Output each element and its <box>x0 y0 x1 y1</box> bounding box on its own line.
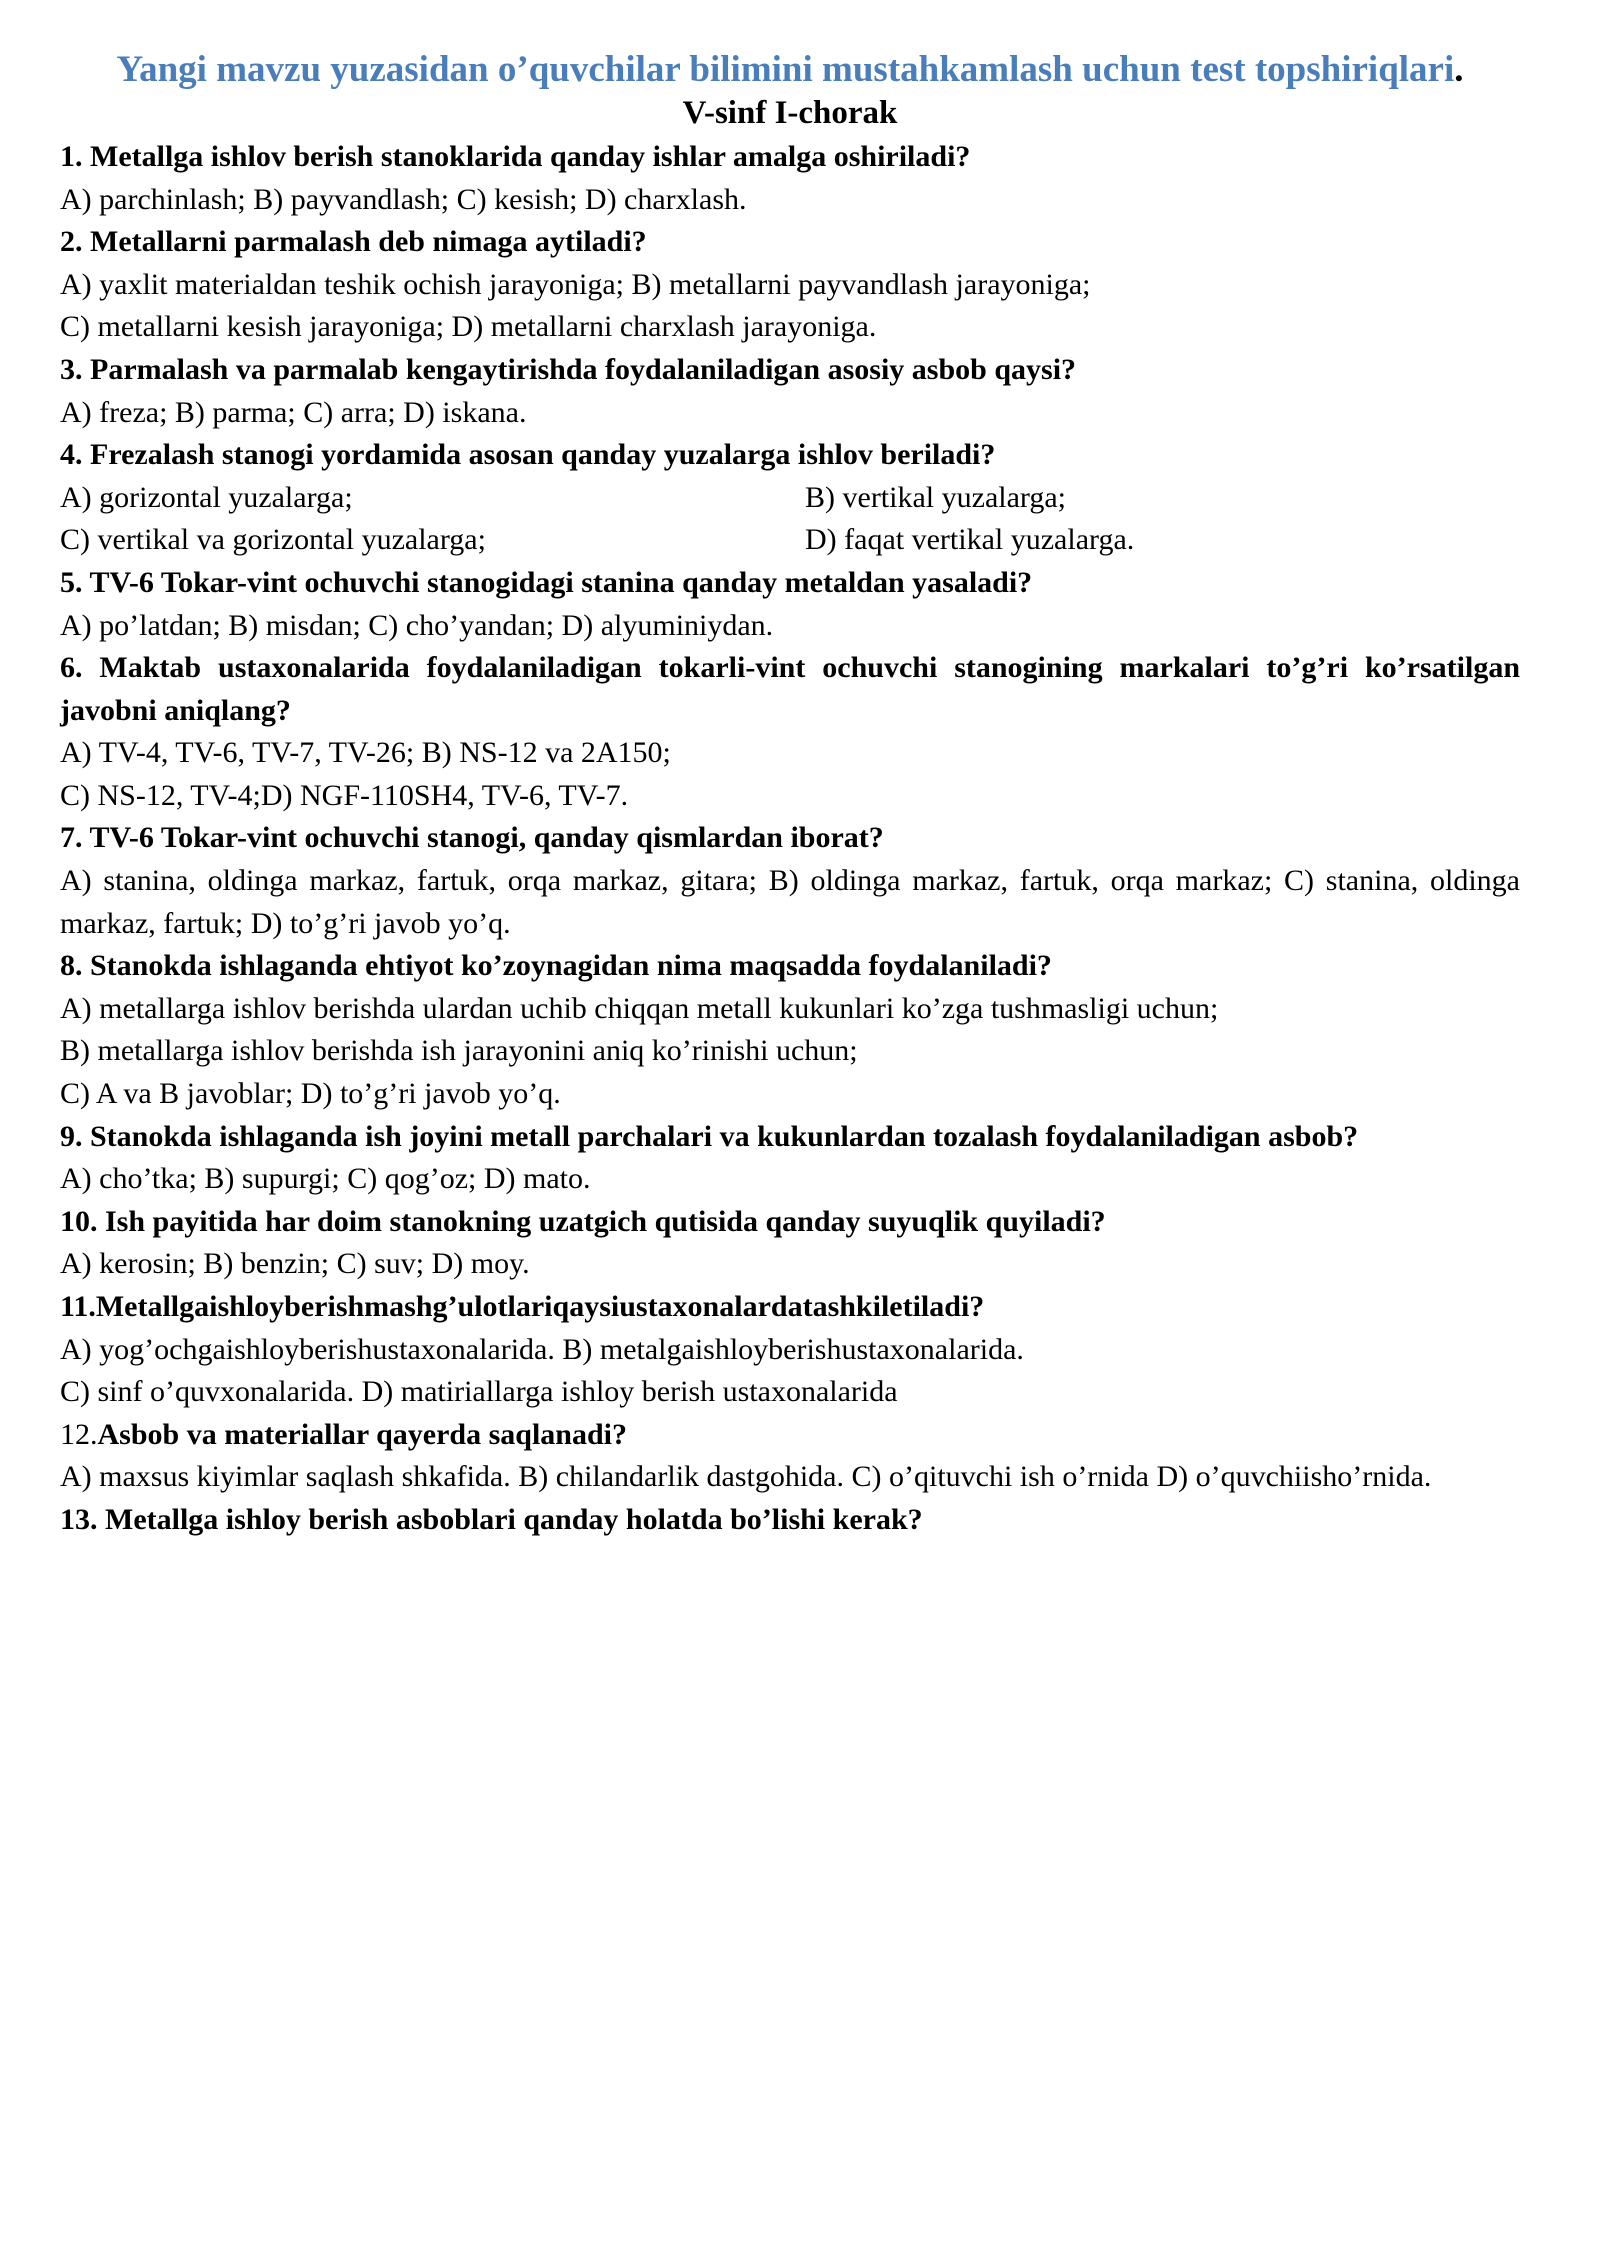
question-3: 3. Parmalash va parmalab kengaytirishda foydalaniladigan asosiy asbob qaysi? <box>60 352 1077 386</box>
answers-1-line-1: A) parchinlash; B) payvandlash; C) kesish; D) charxlash. <box>60 182 747 216</box>
question-9: 9. Stanokda ishlaganda ish joyini metall parchalari va kukunlardan tozalash foydalaniladigan asbob? <box>60 1119 1359 1153</box>
question-8: 8. Stanokda ishlaganda ehtiyot ko’zoynagidan nima maqsadda foydalaniladi? <box>60 949 1052 983</box>
question-12-number: 12. <box>60 1417 98 1451</box>
answers-2-line-2: C) metallarni kesish jarayoniga; D) metallarni charxlash jarayoniga. <box>60 310 877 344</box>
answers-6-line-1: A) TV-4, TV-6, TV-7, TV-26; B) NS-12 va 2A150; <box>60 736 671 770</box>
title-line-2: test topshiriqlari <box>1190 49 1455 90</box>
question-6: 6. Maktab ustaxonalarida foydalaniladigan tokarli-vint ochuvchi stanogining markalari to’g’ri ko’rsatilgan javobni aniqlang? <box>60 651 1520 727</box>
page-subtitle: V-sinf I-chorak <box>682 95 898 132</box>
answers-8-line-2: B) metallarga ishlov berishda ish jarayonini aniq ko’rinishi uchun; <box>60 1034 858 1068</box>
question-13: 13. Metallga ishloy berish asboblari qanday holatda bo’lishi kerak? <box>60 1502 923 1536</box>
answers-4-row-1 <box>60 477 1520 520</box>
title-period: . <box>1454 49 1464 90</box>
question-12-text: Asbob va materiallar qayerda saqlanadi? <box>97 1417 627 1451</box>
question-10: 10. Ish payitida har doim stanokning uzatgich qutisida qanday suyuqlik quyiladi? <box>60 1204 1106 1238</box>
answers-8-line-1: A) metallarga ishlov berishda ulardan uchib chiqqan metall kukunlari ko’zga tushmasligi uchun; <box>60 991 1219 1025</box>
answers-4-option-d: D) faqat vertikal yuzalarga. <box>805 523 1135 557</box>
answers-10-line-1: A) kerosin; B) benzin; C) suv; D) moy. <box>60 1247 530 1281</box>
question-7: 7. TV-6 Tokar-vint ochuvchi stanogi, qanday qismlardan iborat? <box>60 821 884 855</box>
title-line-1: Yangi mavzu yuzasidan o’quvchilar bilimini mustahkamlash uchun <box>116 49 1181 90</box>
answers-3-line-1: A) freza; B) parma; C) arra; D) iskana. <box>60 395 527 429</box>
answers-11-line-1: A) yog’ochgaishloyberishustaxonalarida. B) metalgaishloyberishustaxonalarida. <box>60 1332 1024 1366</box>
answers-7-line-1: A) stanina, oldinga markaz, fartuk, orqa markaz, gitara; B) oldinga markaz, fartuk, orqa markaz; C) stanina, oldinga markaz, fartuk; D) to’g’ri javob yo’q. <box>60 864 1520 940</box>
question-5: 5. TV-6 Tokar-vint ochuvchi stanogidagi stanina qanday metaldan yasaladi? <box>60 565 1033 599</box>
answers-12-line-1: A) maxsus kiyimlar saqlash shkafida. B) chilandarlik dastgohida. C) o’qituvchi ish o’rnida D) o’quvchiisho’rnida. <box>60 1460 1432 1494</box>
answers-8-line-3: C) A va B javoblar; D) to’g’ri javob yo’q. <box>60 1077 561 1111</box>
answers-11-line-2: C) sinf o’quvxonalarida. D) matiriallarga ishloy berish ustaxonalarida <box>60 1375 898 1409</box>
document-content <box>60 48 1520 1542</box>
question-12 <box>60 1414 1520 1457</box>
question-11: 11.Metallgaishloyberishmashg’ulotlariqaysiustaxonalardatashkiletiladi? <box>60 1290 985 1324</box>
question-2: 2. Metallarni parmalash deb nimaga aytiladi? <box>60 225 647 259</box>
answers-4-option-b: B) vertikal yuzalarga; <box>805 480 1067 514</box>
question-4: 4. Frezalash stanogi yordamida asosan qanday yuzalarga ishlov beriladi? <box>60 438 996 472</box>
answers-6-line-2: C) NS-12, TV-4;D) NGF-110SH4, TV-6, TV-7. <box>60 778 629 812</box>
answers-5-line-1: A) po’latdan; B) misdan; C) cho’yandan; D) alyuminiydan. <box>60 608 774 642</box>
answers-2-line-1: A) yaxlit materialdan teshik ochish jarayoniga; B) metallarni payvandlash jarayoniga; <box>60 267 1091 301</box>
page-title <box>60 48 1520 92</box>
question-1: 1. Metallga ishlov berish stanoklarida qanday ishlar amalga oshiriladi? <box>60 139 971 173</box>
answers-4-row-2 <box>60 519 1520 562</box>
answers-9-line-1: A) cho’tka; B) supurgi; C) qog’oz; D) mato. <box>60 1162 591 1196</box>
answers-4-option-c: C) vertikal va gorizontal yuzalarga; <box>60 523 486 557</box>
answers-4-option-a: A) gorizontal yuzalarga; <box>60 480 353 514</box>
